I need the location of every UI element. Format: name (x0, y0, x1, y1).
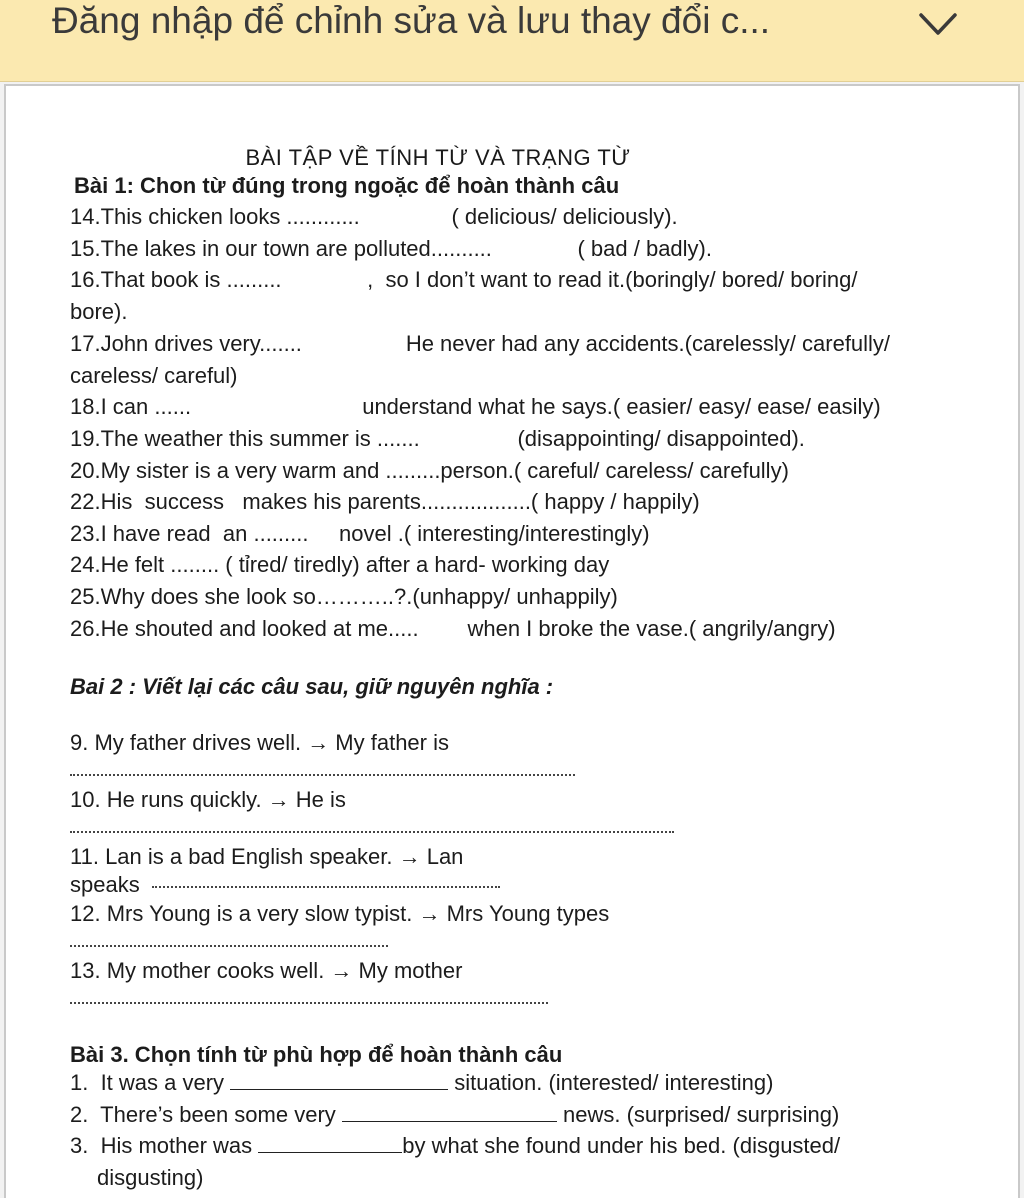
choice-item-text: by what she found under his bed. (disgusted/ (402, 1133, 841, 1158)
exercise-line: bore). (70, 299, 128, 324)
worksheet-document (4, 84, 1020, 1198)
chevron-down-icon[interactable] (916, 6, 960, 42)
choice-item (70, 1101, 839, 1129)
rewrite-item-continuation: speaks (70, 872, 140, 897)
section2-heading: Bai 2 : Viết lại các câu sau, giữ nguyên nghĩa : (70, 674, 554, 699)
answer-dotted-line (70, 829, 674, 833)
rewrite-item: 9. My father drives well. → My father is (70, 730, 449, 755)
worksheet-title: BÀI TẬP VỀ TÍNH TỪ VÀ TRẠNG TỪ (245, 145, 631, 170)
answer-dotted-line (152, 884, 500, 888)
section1-heading: Bài 1: Chon từ đúng trong ngoặc để hoàn thành câu (74, 173, 620, 198)
exercise-line: 24.He felt ........ ( tỉred/ tiredly) after a hard- working day (70, 552, 610, 577)
exercise-line: 19.The weather this summer is ....... (disappointing/ disappointed). (70, 426, 805, 451)
exercise-line: 23.I have read an ......... novel .( interesting/interestingly) (70, 521, 650, 546)
choice-item (70, 1132, 840, 1160)
section3-heading: Bài 3. Chọn tính từ phù hợp để hoàn thành câu (70, 1042, 563, 1067)
choice-item-text: 1. It was a very (70, 1070, 231, 1095)
exercise-line: careless/ careful) (70, 363, 238, 388)
rewrite-item: 12. Mrs Young is a very slow typist. → Mrs Young types (70, 901, 610, 926)
rewrite-item: 13. My mother cooks well. → My mother (70, 958, 463, 983)
exercise-line: 18.I can ...... understand what he says.( easier/ easy/ ease/ easily) (70, 394, 881, 419)
login-banner-text[interactable]: Đăng nhập để chỉnh sửa và lưu thay đổi c... (52, 0, 771, 41)
answer-blank (230, 1071, 448, 1090)
rewrite-item: 10. He runs quickly. → He is (70, 787, 346, 812)
exercise-line: 20.My sister is a very warm and .........person.( careful/ careless/ carefully) (70, 458, 789, 483)
answer-blank (258, 1134, 402, 1153)
answer-dotted-line (70, 772, 575, 776)
answer-dotted-line (70, 1000, 548, 1004)
choice-item-text: news. (surprised/ surprising) (556, 1102, 840, 1127)
exercise-line: 22.His success makes his parents..................( happy / happily) (70, 489, 700, 514)
exercise-line: 15.The lakes in our town are polluted.......... ( bad / badly). (70, 236, 712, 261)
answer-blank (342, 1103, 557, 1122)
choice-item-text: 3. His mother was (70, 1133, 259, 1158)
exercise-line: 17.John drives very....... He never had any accidents.(carelessly/ carefully/ (70, 331, 891, 356)
answer-dotted-line (70, 943, 388, 947)
login-banner[interactable] (0, 0, 1024, 82)
choice-item (70, 1069, 773, 1097)
choice-item-continuation: disgusting) (97, 1165, 204, 1190)
exercise-line: 26.He shouted and looked at me..... when I broke the vase.( angrily/angry) (70, 616, 836, 641)
rewrite-item: 11. Lan is a bad English speaker. → Lan (70, 844, 464, 869)
exercise-line: 16.That book is ......... , so I don’t want to read it.(boringly/ bored/ boring/ (70, 267, 858, 292)
exercise-line: 14.This chicken looks ............ ( delicious/ deliciously). (70, 204, 678, 229)
exercise-line: 25.Why does she look so………..?.(unhappy/ unhappily) (70, 584, 618, 609)
choice-item-text: 2. There’s been some very (70, 1102, 342, 1127)
choice-item-text: situation. (interested/ interesting) (448, 1070, 774, 1095)
